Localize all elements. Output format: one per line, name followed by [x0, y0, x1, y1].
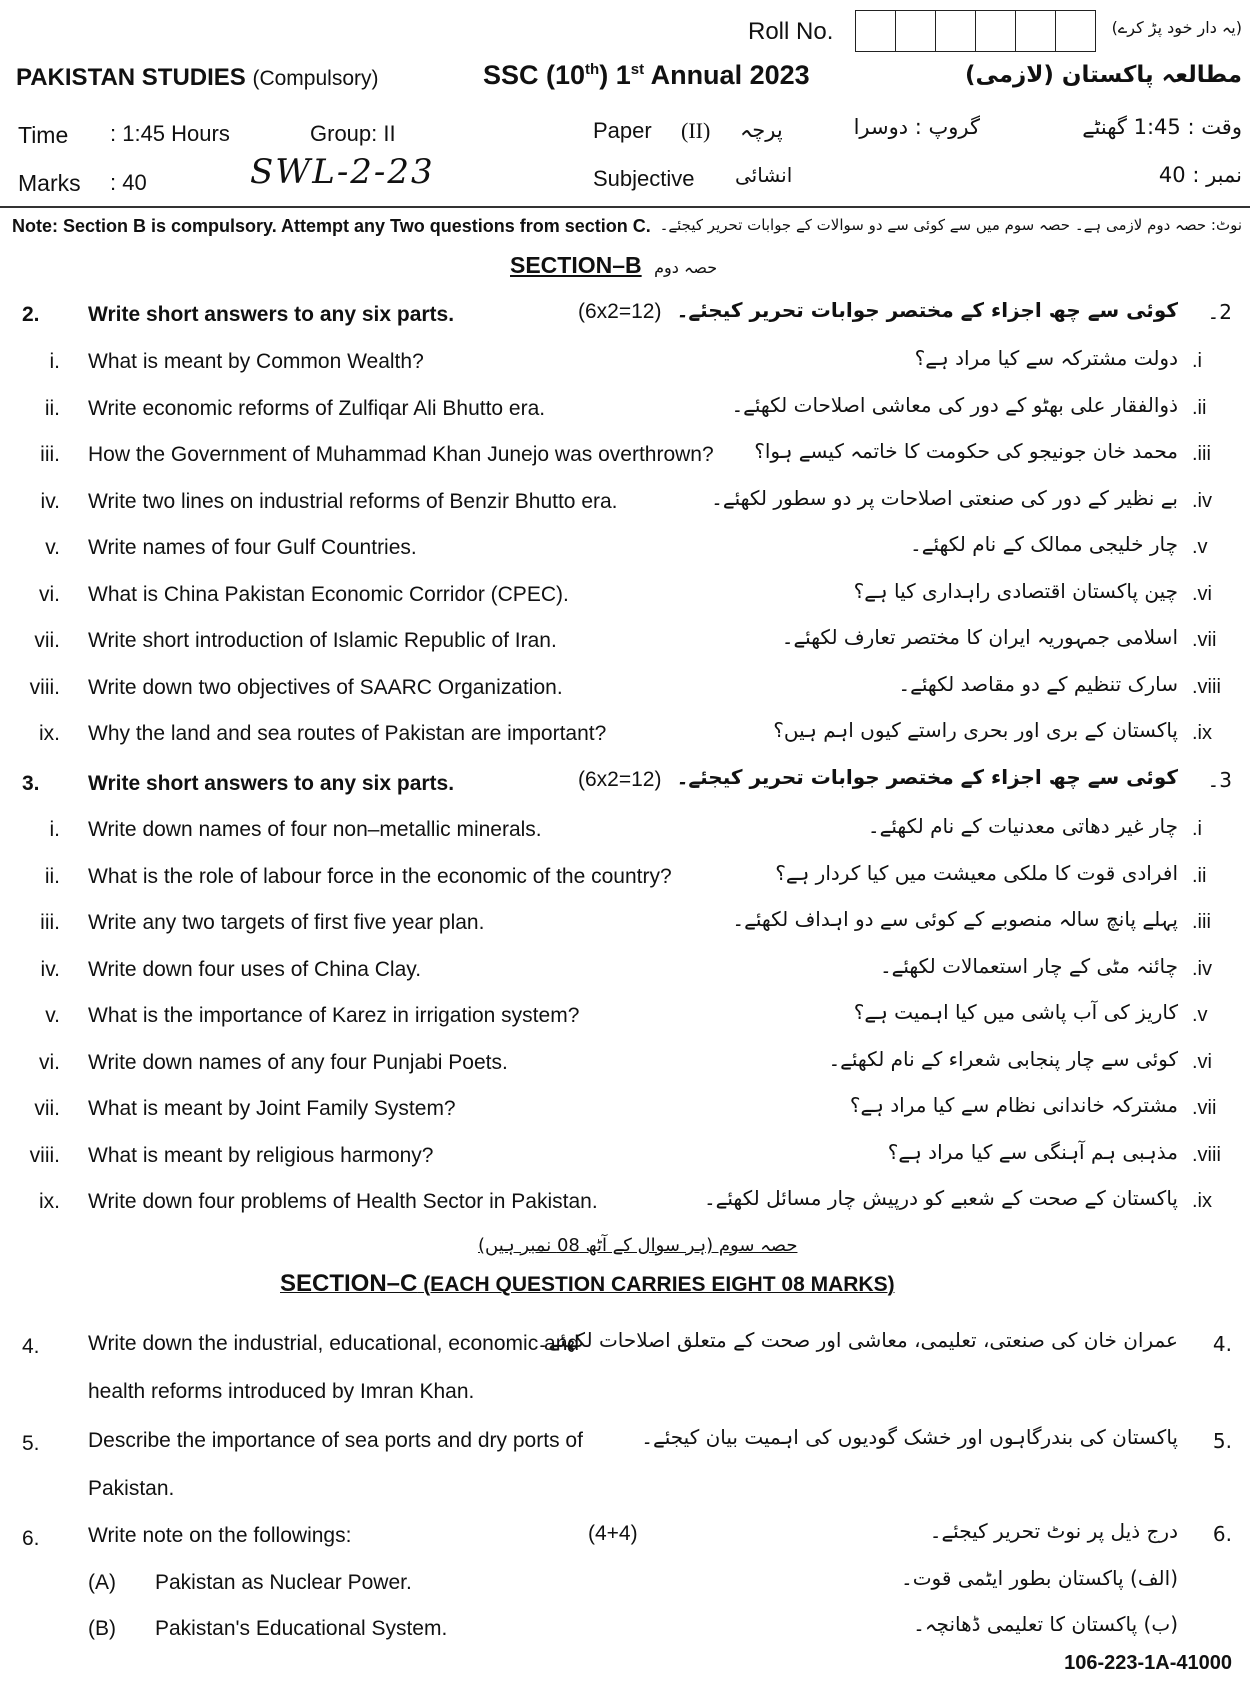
part-number: viii.: [29, 675, 60, 699]
roll-digit-box: [976, 11, 1016, 51]
part-urdu-number: .viii: [1192, 675, 1221, 698]
part-urdu-text: چار غیر دھاتی معدنیات کے نام لکھئے۔: [867, 814, 1178, 838]
q3-urdu-number: 3۔: [1207, 768, 1232, 792]
exam-title: [483, 60, 810, 91]
part-urdu-number: .viii: [1192, 1143, 1221, 1166]
part-number: v.: [45, 1004, 60, 1027]
part-urdu-number: .vii: [1192, 1097, 1217, 1119]
q4-urdu: عمران خان کی صنعتی، تعلیمی، معاشی اور صحت کے متعلق اصلاحات لکھئے۔: [536, 1328, 1178, 1352]
part-number: iii.: [40, 443, 60, 466]
section-b-label: SECTION–B: [510, 252, 642, 278]
part-urdu-text: مذہبی ہم آہنگی سے کیا مراد ہے؟: [887, 1139, 1178, 1164]
part-number: ii.: [44, 864, 60, 888]
part-urdu-text: مشترکہ خاندانی نظام سے کیا مراد ہے؟: [849, 1093, 1178, 1117]
part-urdu-number: .iv: [1192, 957, 1212, 980]
section-c-subtitle: (EACH QUESTION CARRIES EIGHT 08 MARKS): [417, 1273, 895, 1296]
q3-number: 3.: [22, 772, 40, 795]
part-urdu-number: .i: [1192, 818, 1202, 840]
part-urdu-text: دولت مشترکہ سے کیا مراد ہے؟: [914, 346, 1178, 370]
part-text: What is China Pakistan Economic Corridor (CPEC).: [88, 582, 569, 606]
q6-marks: (4+4): [588, 1522, 638, 1545]
q6-part-a-text: Pakistan as Nuclear Power.: [155, 1571, 412, 1594]
part-urdu-text: افرادی قوت کا ملکی معیشت میں کیا کردار ہے؟: [775, 860, 1178, 885]
subject-title: [16, 64, 379, 92]
q6-part-b-text: Pakistan's Educational System.: [155, 1617, 448, 1640]
q2-urdu-number: 2۔: [1207, 300, 1232, 324]
q6-part-a-urdu: (الف) پاکستان بطور ایٹمی قوت۔: [900, 1566, 1178, 1590]
q5-urdu: پاکستان کی بندرگاہوں اور خشک گودیوں کی اہمیت بیان کیجئے۔: [641, 1425, 1178, 1449]
subjective-urdu: انشائی: [735, 163, 793, 187]
q6-part-a-label: (A): [88, 1571, 116, 1594]
part-text: Write short introduction of Islamic Republic of Iran.: [88, 629, 557, 652]
part-number: i.: [49, 350, 60, 373]
roll-digit-box: [856, 11, 896, 51]
paper-urdu: پرچہ: [740, 118, 783, 142]
q2-urdu-instruction: کوئی سے چھ اجزاء کے مختصر جوابات تحریر کیجئے۔: [676, 298, 1178, 322]
paper-value: (II): [681, 118, 711, 143]
part-urdu-text: چائنہ مٹی کے چار استعمالات لکھئے۔: [879, 953, 1178, 978]
q4-line2: health reforms introduced by Imran Khan.: [88, 1380, 475, 1403]
q2-instruction: Write short answers to any six parts.: [88, 303, 455, 326]
part-urdu-text: پاکستان کے بری اور بحری راستے کیوں اہم ہیں؟: [773, 718, 1178, 742]
part-number: iv.: [40, 489, 60, 513]
exam-title-sup: st: [630, 61, 645, 78]
part-text: Write down names of any four Punjabi Poets.: [88, 1050, 508, 1074]
exam-title-sup: th: [585, 61, 600, 78]
part-number: vii.: [34, 1097, 60, 1120]
part-text: How the Government of Muhammad Khan Junejo was overthrown?: [88, 443, 714, 466]
subjective-label: Subjective: [593, 166, 695, 191]
q6-urdu: درج ذیل پر نوٹ تحریر کیجئے۔: [929, 1519, 1178, 1543]
part-number: ix.: [39, 1190, 60, 1213]
q6-part-b-label: (B): [88, 1617, 116, 1640]
part-number: vi.: [39, 582, 60, 606]
header-divider: [0, 206, 1250, 208]
part-text: Write down four problems of Health Sector in Pakistan.: [88, 1190, 598, 1213]
q6-number: 6.: [22, 1527, 40, 1550]
time-value: : 1:45 Hours: [110, 121, 230, 146]
urdu-subject-title: مطالعہ پاکستان (لازمی): [965, 62, 1242, 88]
note-urdu: نوٹ: حصہ دوم لازمی ہے۔ حصہ سوم میں سے کوئی سے دو سوالات کے جوابات تحریر کیجئے۔: [659, 216, 1242, 234]
q6-urdu-number: .6: [1212, 1522, 1232, 1546]
part-urdu-number: .iii: [1192, 911, 1211, 933]
section-b-urdu: حصہ دوم: [654, 258, 718, 277]
urdu-group: گروپ : دوسرا: [853, 115, 980, 139]
section-c-title: [280, 1270, 895, 1298]
exam-title-part: ) 1: [599, 60, 631, 90]
part-urdu-text: محمد خان جونیجو کی حکومت کا خاتمہ کیسے ہوا؟: [754, 439, 1178, 463]
q2-number: 2.: [22, 303, 40, 326]
q6-instruction: Write note on the followings:: [88, 1524, 352, 1547]
part-number: vi.: [39, 1050, 60, 1074]
part-urdu-text: پہلے پانچ سالہ منصوبے کے کوئی سے دو اہداف لکھئے۔: [732, 907, 1178, 931]
paper-code: 106-223-1A-41000: [1064, 1652, 1232, 1674]
marks-label: Marks: [18, 170, 81, 196]
time-label: Time: [18, 122, 69, 148]
part-urdu-number: .ix: [1192, 1190, 1212, 1212]
q4-line1: Write down the industrial, educational, economic and: [88, 1332, 580, 1355]
part-urdu-number: .iii: [1192, 443, 1211, 465]
roll-number-label: Roll No.: [748, 18, 834, 45]
q3-instruction: Write short answers to any six parts.: [88, 772, 455, 795]
subject-name: PAKISTAN STUDIES: [16, 64, 246, 91]
part-number: vii.: [34, 629, 60, 652]
part-urdu-text: چار خلیجی ممالک کے نام لکھئے۔: [910, 532, 1178, 556]
handwritten-code: SWL-2-23: [250, 152, 435, 192]
section-b-title: [510, 252, 717, 279]
q5-line2: Pakistan.: [88, 1477, 175, 1500]
part-urdu-number: .vi: [1192, 582, 1212, 605]
part-urdu-number: .ix: [1192, 722, 1212, 744]
part-urdu-text: بے نظیر کے دور کی صنعتی اصلاحات پر دو سطور لکھئے۔: [711, 485, 1178, 510]
part-number: i.: [49, 818, 60, 841]
roll-digit-box: [1056, 11, 1095, 51]
part-text: Write down four uses of China Clay.: [88, 957, 422, 981]
part-text: What is meant by Common Wealth?: [88, 350, 424, 373]
q3-marks: (6x2=12): [578, 768, 662, 791]
part-text: What is meant by religious harmony?: [88, 1143, 434, 1167]
part-urdu-text: پاکستان کے صحت کے شعبے کو درپیش چار مسائل لکھئے۔: [703, 1186, 1178, 1210]
urdu-time: وقت : 1:45 گھنٹے: [1082, 115, 1242, 139]
part-text: Write economic reforms of Zulfiqar Ali Bhutto era.: [88, 396, 546, 420]
note-english: Note: Section B is compulsory. Attempt any Two questions from section C.: [12, 216, 651, 236]
q4-urdu-number: .4: [1212, 1332, 1232, 1356]
q5-line1: Describe the importance of sea ports and dry ports of: [88, 1429, 583, 1452]
marks-value: : 40: [110, 170, 147, 195]
part-text: What is the importance of Karez in irrigation system?: [88, 1004, 580, 1027]
part-urdu-number: .iv: [1192, 489, 1212, 512]
roll-digit-box: [1016, 11, 1056, 51]
section-c-urdu-title: حصہ سوم (ہر سوال کے آٹھ 08 نمبر ہیں): [478, 1235, 798, 1256]
part-text: What is the role of labour force in the economic of the country?: [88, 864, 672, 888]
part-urdu-text: کاریز کی آب پاشی میں کیا اہمیت ہے؟: [853, 1000, 1178, 1024]
part-text: Why the land and sea routes of Pakistan are important?: [88, 722, 607, 745]
part-text: What is meant by Joint Family System?: [88, 1097, 456, 1120]
part-number: ii.: [44, 396, 60, 420]
roll-digit-box: [936, 11, 976, 51]
part-urdu-number: .ii: [1192, 864, 1207, 887]
part-text: Write two lines on industrial reforms of Benzir Bhutto era.: [88, 489, 618, 513]
part-number: ix.: [39, 722, 60, 745]
part-text: Write down two objectives of SAARC Organization.: [88, 675, 563, 699]
part-urdu-text: چین پاکستان اقتصادی راہداری کیا ہے؟: [853, 578, 1178, 603]
part-urdu-text: سارک تنظیم کے دو مقاصد لکھئے۔: [898, 671, 1178, 696]
subject-type: (Compulsory): [252, 67, 379, 90]
q5-urdu-number: .5: [1212, 1429, 1232, 1453]
q4-number: 4.: [22, 1335, 40, 1358]
part-urdu-number: .v: [1192, 1004, 1208, 1026]
part-urdu-number: .vii: [1192, 629, 1217, 651]
part-urdu-text: اسلامی جمہوریہ ایران کا مختصر تعارف لکھئے۔: [781, 625, 1178, 649]
part-number: iv.: [40, 957, 60, 981]
part-text: Write names of four Gulf Countries.: [88, 536, 417, 559]
paper-label: Paper: [593, 118, 652, 143]
part-urdu-text: ذوالفقار علی بھٹو کے دور کی معاشی اصلاحات لکھئے۔: [731, 392, 1178, 417]
part-urdu-number: .ii: [1192, 396, 1207, 419]
part-urdu-number: .v: [1192, 536, 1208, 558]
exam-title-part: Annual 2023: [644, 60, 810, 90]
roll-digit-box: [896, 11, 936, 51]
part-text: Write any two targets of first five year plan.: [88, 911, 485, 934]
part-text: Write down names of four non–metallic minerals.: [88, 818, 542, 841]
group-label: Group: II: [310, 121, 396, 146]
exam-title-part: SSC (10: [483, 60, 586, 90]
q2-marks: (6x2=12): [578, 300, 662, 323]
part-number: iii.: [40, 911, 60, 934]
part-urdu-number: .i: [1192, 350, 1202, 372]
part-number: viii.: [29, 1143, 60, 1167]
part-urdu-number: .vi: [1192, 1050, 1212, 1073]
q3-urdu-instruction: کوئی سے چھ اجزاء کے مختصر جوابات تحریر کیجئے۔: [676, 765, 1178, 789]
q6-part-b-urdu: (ب) پاکستان کا تعلیمی ڈھانچہ۔: [913, 1612, 1178, 1636]
urdu-marks: نمبر : 40: [1158, 163, 1242, 187]
part-urdu-text: کوئی سے چار پنجابی شعراء کے نام لکھئے۔: [828, 1046, 1178, 1071]
roll-number-boxes: [855, 10, 1096, 52]
q5-number: 5.: [22, 1432, 40, 1455]
part-number: v.: [45, 536, 60, 559]
section-c-label: SECTION–C: [280, 1270, 418, 1297]
urdu-roll-note: (یہ دار خود پڑ کرے): [1111, 18, 1242, 37]
